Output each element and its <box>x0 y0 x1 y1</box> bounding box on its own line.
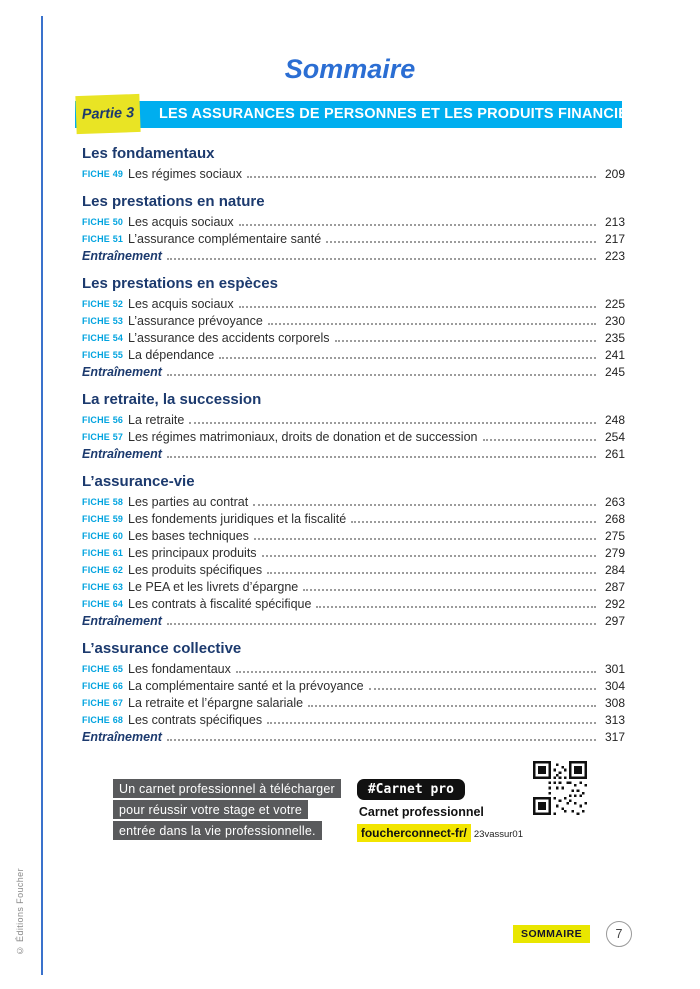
dot-leader <box>268 323 596 325</box>
entry-page-number: 268 <box>604 511 625 526</box>
fiche-entry <box>82 230 625 247</box>
entry-page-number: 261 <box>604 446 625 461</box>
entry-title: Entraînement <box>82 446 162 461</box>
sommaire-tab: SOMMAIRE <box>513 925 590 943</box>
fiche-entry <box>82 411 625 428</box>
entry-page-number: 275 <box>604 528 625 543</box>
promo-line-text: entrée dans la vie professionnelle. <box>113 821 322 840</box>
fiche-entry <box>82 561 625 578</box>
toc-section <box>82 473 625 629</box>
promo-line <box>113 779 341 798</box>
fiche-entry <box>82 165 625 182</box>
page-title: Sommaire <box>284 54 416 84</box>
dot-leader <box>219 357 596 359</box>
entry-title: Les fondements juridiques et la fiscalité <box>128 511 347 526</box>
entry-page-number: 263 <box>604 494 625 509</box>
qr-code <box>533 761 587 815</box>
section-title: L’assurance-vie <box>82 473 195 490</box>
fiche-number: FICHE 68 <box>82 715 124 725</box>
dot-leader <box>167 739 596 741</box>
dot-leader <box>267 572 596 574</box>
fiche-entry <box>82 677 625 694</box>
entry-title: L’assurance des accidents corporels <box>128 330 330 345</box>
training-entry <box>82 247 625 264</box>
fiche-number: FICHE 52 <box>82 299 124 309</box>
toc-section <box>82 193 625 264</box>
carnet-pro-badge: #Carnet pro <box>357 779 465 800</box>
fiche-entry <box>82 510 625 527</box>
entry-page-number: 209 <box>604 166 625 181</box>
entry-title: Les acquis sociaux <box>128 296 234 311</box>
carnet-pro-panel <box>357 779 587 842</box>
training-entry <box>82 445 625 462</box>
toc-section <box>82 145 625 182</box>
entry-title: Le PEA et les livrets d’épargne <box>128 579 299 594</box>
fiche-number: FICHE 54 <box>82 333 124 343</box>
foucherconnect-url: foucherconnect-fr/ <box>357 824 471 842</box>
entry-page-number: 313 <box>604 712 625 727</box>
dot-leader <box>167 374 596 376</box>
entry-page-number: 284 <box>604 562 625 577</box>
dot-leader <box>308 705 596 707</box>
page-footer <box>513 921 632 947</box>
entry-title: Entraînement <box>82 613 162 628</box>
copyright-text: © Éditions Foucher <box>15 867 25 955</box>
fiche-entry <box>82 595 625 612</box>
entry-page-number: 241 <box>604 347 625 362</box>
entry-page-number: 248 <box>604 412 625 427</box>
fiche-number: FICHE 60 <box>82 531 124 541</box>
fiche-entry <box>82 578 625 595</box>
entry-title: Entraînement <box>82 248 162 263</box>
entry-title: Les principaux produits <box>128 545 257 560</box>
access-code: 23vassur01 <box>473 829 523 840</box>
entry-title: Les régimes sociaux <box>128 166 242 181</box>
fiche-entry <box>82 544 625 561</box>
entry-title: Les acquis sociaux <box>128 214 234 229</box>
entry-page-number: 304 <box>604 678 625 693</box>
fiche-entry <box>82 312 625 329</box>
entry-page-number: 225 <box>604 296 625 311</box>
foucherconnect-row <box>357 824 523 842</box>
fiche-entry <box>82 694 625 711</box>
part-title: LES ASSURANCES DE PERSONNES ET LES PRODUITS FINANCIERS <box>159 106 649 122</box>
dot-leader <box>167 456 596 458</box>
entry-title: Les contrats spécifiques <box>128 712 263 727</box>
carnet-pro-column <box>357 779 523 842</box>
entry-title: Entraînement <box>82 364 162 379</box>
promo-line-text: pour réussir votre stage et votre <box>113 800 308 819</box>
dot-leader <box>189 422 596 424</box>
fiche-number: FICHE 55 <box>82 350 124 360</box>
entry-page-number: 245 <box>604 364 625 379</box>
entry-title: Les régimes matrimoniaux, droits de donation et de succession <box>128 429 478 444</box>
dot-leader <box>351 521 596 523</box>
dot-leader <box>236 671 596 673</box>
dot-leader <box>239 224 596 226</box>
entry-page-number: 235 <box>604 330 625 345</box>
section-title: La retraite, la succession <box>82 391 262 408</box>
entry-title: La dépendance <box>128 347 215 362</box>
entry-title: La retraite <box>128 412 185 427</box>
dot-leader <box>369 688 596 690</box>
fiche-entry <box>82 711 625 728</box>
fiche-number: FICHE 65 <box>82 664 124 674</box>
toc-sections <box>0 128 700 745</box>
entry-title: Les parties au contrat <box>128 494 249 509</box>
fiche-number: FICHE 64 <box>82 599 124 609</box>
section-title: Les fondamentaux <box>82 145 215 162</box>
entry-page-number: 292 <box>604 596 625 611</box>
entry-title: Les fondamentaux <box>128 661 231 676</box>
entry-title: Les produits spécifiques <box>128 562 263 577</box>
section-title: Les prestations en espèces <box>82 275 278 292</box>
fiche-number: FICHE 63 <box>82 582 124 592</box>
entry-title: La retraite et l’épargne salariale <box>128 695 304 710</box>
entry-title: Les bases techniques <box>128 528 249 543</box>
entry-page-number: 254 <box>604 429 625 444</box>
entry-page-number: 279 <box>604 545 625 560</box>
entry-title: La complémentaire santé et la prévoyance <box>128 678 364 693</box>
entry-page-number: 317 <box>604 729 625 744</box>
fiche-number: FICHE 53 <box>82 316 124 326</box>
section-title: L’assurance collective <box>82 640 242 657</box>
dot-leader <box>262 555 596 557</box>
dot-leader <box>267 722 596 724</box>
fiche-entry <box>82 329 625 346</box>
promo-text <box>113 779 341 842</box>
entry-title: Les contrats à fiscalité spécifique <box>128 596 312 611</box>
part-badge: Partie 3 <box>75 94 140 134</box>
entry-title: Entraînement <box>82 729 162 744</box>
carnet-pro-label: Carnet professionnel <box>358 805 484 819</box>
entry-title: L’assurance prévoyance <box>128 313 263 328</box>
entry-page-number: 217 <box>604 231 625 246</box>
fiche-number: FICHE 58 <box>82 497 124 507</box>
training-entry <box>82 363 625 380</box>
fiche-number: FICHE 50 <box>82 217 124 227</box>
training-entry <box>82 728 625 745</box>
entry-page-number: 223 <box>604 248 625 263</box>
fiche-entry <box>82 428 625 445</box>
left-accent-line <box>41 16 43 975</box>
promo-line <box>113 821 341 840</box>
fiche-entry <box>82 213 625 230</box>
training-entry <box>82 612 625 629</box>
fiche-entry <box>82 493 625 510</box>
fiche-number: FICHE 61 <box>82 548 124 558</box>
dot-leader <box>335 340 596 342</box>
fiche-entry <box>82 346 625 363</box>
dot-leader <box>326 241 596 243</box>
dot-leader <box>253 504 596 506</box>
fiche-number: FICHE 59 <box>82 514 124 524</box>
fiche-number: FICHE 67 <box>82 698 124 708</box>
dot-leader <box>247 176 596 178</box>
dot-leader <box>483 439 597 441</box>
section-title: Les prestations en nature <box>82 193 265 210</box>
fiche-entry <box>82 527 625 544</box>
part-banner <box>75 101 649 128</box>
dot-leader <box>239 306 596 308</box>
entry-title: L’assurance complémentaire santé <box>128 231 322 246</box>
entry-page-number: 301 <box>604 661 625 676</box>
entry-page-number: 308 <box>604 695 625 710</box>
fiche-number: FICHE 49 <box>82 169 124 179</box>
page-number: 7 <box>606 921 632 947</box>
entry-page-number: 287 <box>604 579 625 594</box>
entry-page-number: 230 <box>604 313 625 328</box>
fiche-entry <box>82 660 625 677</box>
dot-leader <box>316 606 596 608</box>
fiche-number: FICHE 51 <box>82 234 124 244</box>
toc-section <box>82 640 625 745</box>
promo-line <box>113 800 341 819</box>
fiche-entry <box>82 295 625 312</box>
fiche-number: FICHE 66 <box>82 681 124 691</box>
fiche-number: FICHE 62 <box>82 565 124 575</box>
promo-line-text: Un carnet professionnel à télécharger <box>113 779 341 798</box>
entry-page-number: 213 <box>604 214 625 229</box>
dot-leader <box>167 623 596 625</box>
dot-leader <box>303 589 596 591</box>
dot-leader <box>254 538 596 540</box>
toc-section <box>82 391 625 462</box>
promo-block <box>0 779 700 842</box>
entry-page-number: 297 <box>604 613 625 628</box>
fiche-number: FICHE 57 <box>82 432 124 442</box>
fiche-number: FICHE 56 <box>82 415 124 425</box>
toc-section <box>82 275 625 380</box>
dot-leader <box>167 258 596 260</box>
